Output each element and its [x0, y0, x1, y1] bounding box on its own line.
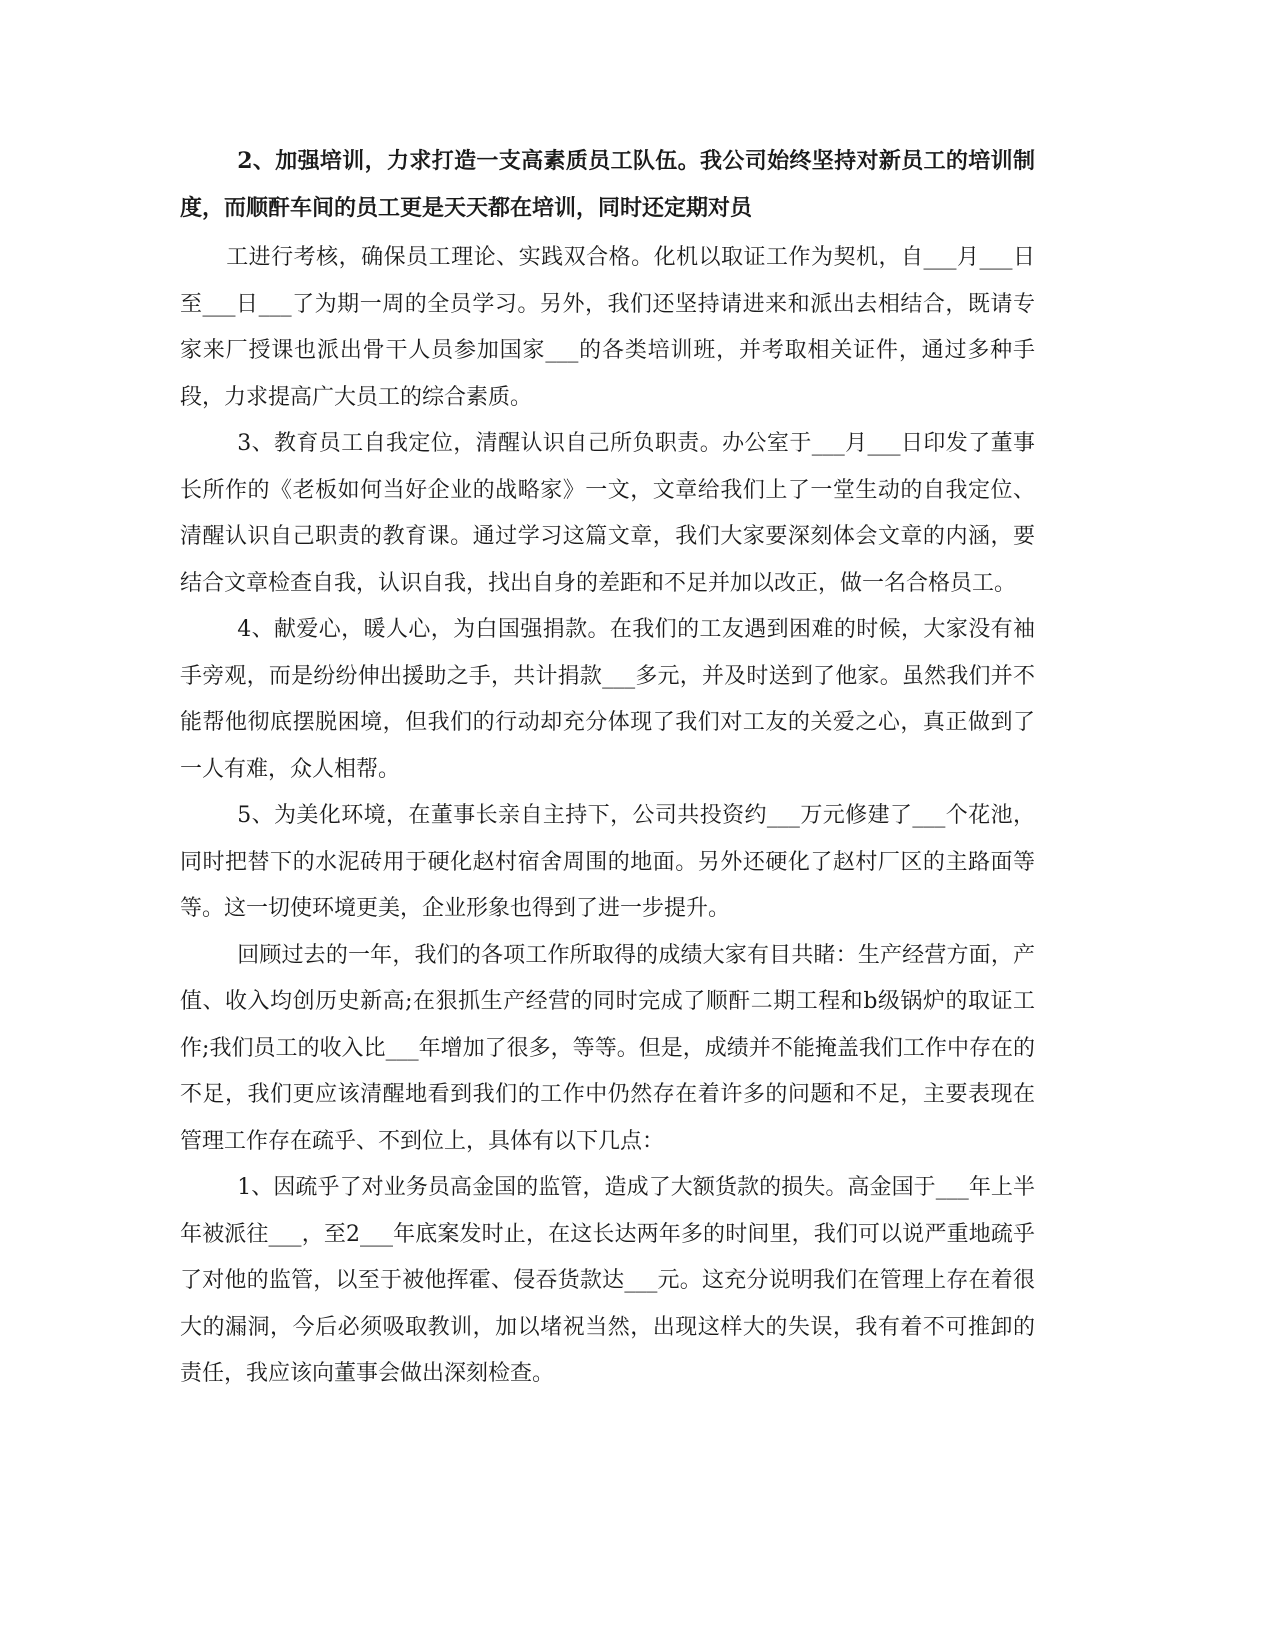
- paragraph-environment: 5、为美化环境，在董事长亲自主持下，公司共投资约___万元修建了___个花池，同时把替下的水泥砖用于硬化赵村宿舍周围的地面。另外还硬化了赵村厂区的主路面等等。这一切使环境更美，企业形象也得到了进一步提升。: [180, 803, 1035, 921]
- paragraph-training-details: 工进行考核，确保员工理论、实践双合格。化机以取证工作为契机，自___月___日至___日___了为期一周的全员学习。另外，我们还坚持请进来和派出去相结合，既请专家来厂授课也派出骨干人员参加国家___的各类培训班，并考取相关证件，通过多种手段，力求提高广大员工的综合素质。: [180, 245, 1035, 410]
- section-heading-training: 2、加强培训，力求打造一支高素质员工队伍。我公司始终坚持对新员工的培训制度，而顺酐车间的员工更是天天都在培训，同时还定期对员: [180, 148, 1035, 221]
- paragraph-review: 回顾过去的一年，我们的各项工作所取得的成绩大家有目共睹：生产经营方面，产值、收入均创历史新高;在狠抓生产经营的同时完成了顺酐二期工程和b级锅炉的取证工作;我们员工的收入比___年增加了很多，等等。但是，成绩并不能掩盖我们工作中存在的不足，我们更应该清醒地看到我们的工作中仍然存在着许多的问题和不足，主要表现在管理工作存在疏乎、不到位上，具体有以下几点：: [180, 942, 1035, 1154]
- paragraph-self-positioning: 3、教育员工自我定位，清醒认识自己所负职责。办公室于___月___日印发了董事长所作的《老板如何当好企业的战略家》一文，文章给我们上了一堂生动的自我定位、清醒认识自己职责的教育课。通过学习这篇文章，我们大家要深刻体会文章的内涵，要结合文章检查自我，认识自我，找出自身的差距和不足并加以改正，做一名合格员工。: [180, 431, 1035, 596]
- paragraph-donation: 4、献爱心，暖人心，为白国强捐款。在我们的工友遇到困难的时候，大家没有袖手旁观，而是纷纷伸出援助之手，共计捐款___多元，并及时送到了他家。虽然我们并不能帮他彻底摆脱困境，但我们的行动却充分体现了我们对工友的关爱之心，真正做到了一人有难，众人相帮。: [180, 617, 1035, 782]
- document-page: [180, 138, 1035, 1398]
- paragraph-supervision-loss: 1、因疏乎了对业务员高金国的监管，造成了大额货款的损失。高金国于___年上半年被派往___，至2___年底案发时止，在这长达两年多的时间里，我们可以说严重地疏乎了对他的监管，以至于被他挥霍、侵吞货款达___元。这充分说明我们在管理上存在着很大的漏洞，今后必须吸取教训，加以堵祝当然，出现这样大的失误，我有着不可推卸的责任，我应该向董事会做出深刻检查。: [180, 1175, 1035, 1386]
